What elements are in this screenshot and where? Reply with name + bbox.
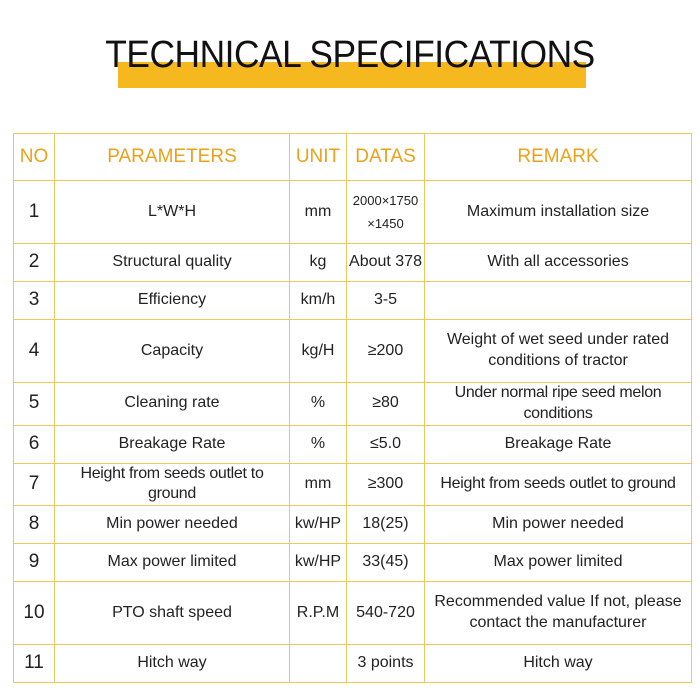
row-parameter: L*W*H: [55, 181, 290, 244]
table-row: [14, 506, 692, 544]
row-unit: kw/HP: [290, 544, 347, 582]
row-no: 5: [14, 383, 55, 426]
row-unit: mm: [290, 463, 347, 506]
row-no: 8: [14, 506, 55, 544]
table-row: [14, 582, 692, 645]
row-remark: Weight of wet seed under rated conditions of tractor: [425, 320, 692, 383]
row-data: 540-720: [347, 582, 425, 645]
header-remark: REMARK: [425, 134, 692, 181]
table-row: [14, 244, 692, 282]
row-data: ≥80: [347, 383, 425, 426]
table-row: [14, 463, 692, 506]
title-area: [0, 30, 700, 100]
table-row: [14, 181, 692, 244]
specifications-table: [13, 133, 692, 683]
header-unit: UNIT: [290, 134, 347, 181]
header-parameters: PARAMETERS: [55, 134, 290, 181]
row-unit: kg: [290, 244, 347, 282]
header-no: NO: [14, 134, 55, 181]
row-remark: With all accessories: [425, 244, 692, 282]
table-row: [14, 645, 692, 683]
row-remark: Hitch way: [425, 645, 692, 683]
row-remark: Height from seeds outlet to ground: [425, 463, 692, 506]
row-data: ≥300: [347, 463, 425, 506]
row-parameter: Efficiency: [55, 282, 290, 320]
row-parameter: Breakage Rate: [55, 425, 290, 463]
row-remark: Recommended value If not, please contact the manufacturer: [425, 582, 692, 645]
row-unit: %: [290, 383, 347, 426]
row-remark: Under normal ripe seed melon conditions: [425, 383, 692, 426]
row-parameter: Min power needed: [55, 506, 290, 544]
row-parameter: Height from seeds outlet to ground: [55, 463, 290, 506]
row-parameter: Hitch way: [55, 645, 290, 683]
row-no: 4: [14, 320, 55, 383]
row-data: ≥200: [347, 320, 425, 383]
page-title: TECHNICAL SPECIFICATIONS: [105, 34, 595, 76]
row-no: 3: [14, 282, 55, 320]
table-row: [14, 282, 692, 320]
row-remark: Maximum installation size: [425, 181, 692, 244]
row-unit: [290, 645, 347, 683]
row-unit: km/h: [290, 282, 347, 320]
row-no: 1: [14, 181, 55, 244]
row-parameter: Structural quality: [55, 244, 290, 282]
row-no: 10: [14, 582, 55, 645]
row-no: 7: [14, 463, 55, 506]
row-unit: mm: [290, 181, 347, 244]
row-remark: Max power limited: [425, 544, 692, 582]
row-unit: %: [290, 425, 347, 463]
row-data: About 378: [347, 244, 425, 282]
row-parameter: Cleaning rate: [55, 383, 290, 426]
row-unit: kw/HP: [290, 506, 347, 544]
row-data: 18(25): [347, 506, 425, 544]
table-row: [14, 544, 692, 582]
row-parameter: Capacity: [55, 320, 290, 383]
row-data: 33(45): [347, 544, 425, 582]
table-row: [14, 320, 692, 383]
table-header-row: [14, 134, 692, 181]
row-remark: Min power needed: [425, 506, 692, 544]
row-parameter: Max power limited: [55, 544, 290, 582]
row-data: 3-5: [347, 282, 425, 320]
row-no: 6: [14, 425, 55, 463]
row-remark: [425, 282, 692, 320]
header-datas: DATAS: [347, 134, 425, 181]
row-no: 2: [14, 244, 55, 282]
row-data: 2000×1750 ×1450: [347, 181, 425, 244]
row-unit: kg/H: [290, 320, 347, 383]
table-row: [14, 383, 692, 426]
row-data: ≤5.0: [347, 425, 425, 463]
row-parameter: PTO shaft speed: [55, 582, 290, 645]
row-unit: R.P.M: [290, 582, 347, 645]
row-remark: Breakage Rate: [425, 425, 692, 463]
row-no: 11: [14, 645, 55, 683]
row-no: 9: [14, 544, 55, 582]
row-data: 3 points: [347, 645, 425, 683]
table-row: [14, 425, 692, 463]
